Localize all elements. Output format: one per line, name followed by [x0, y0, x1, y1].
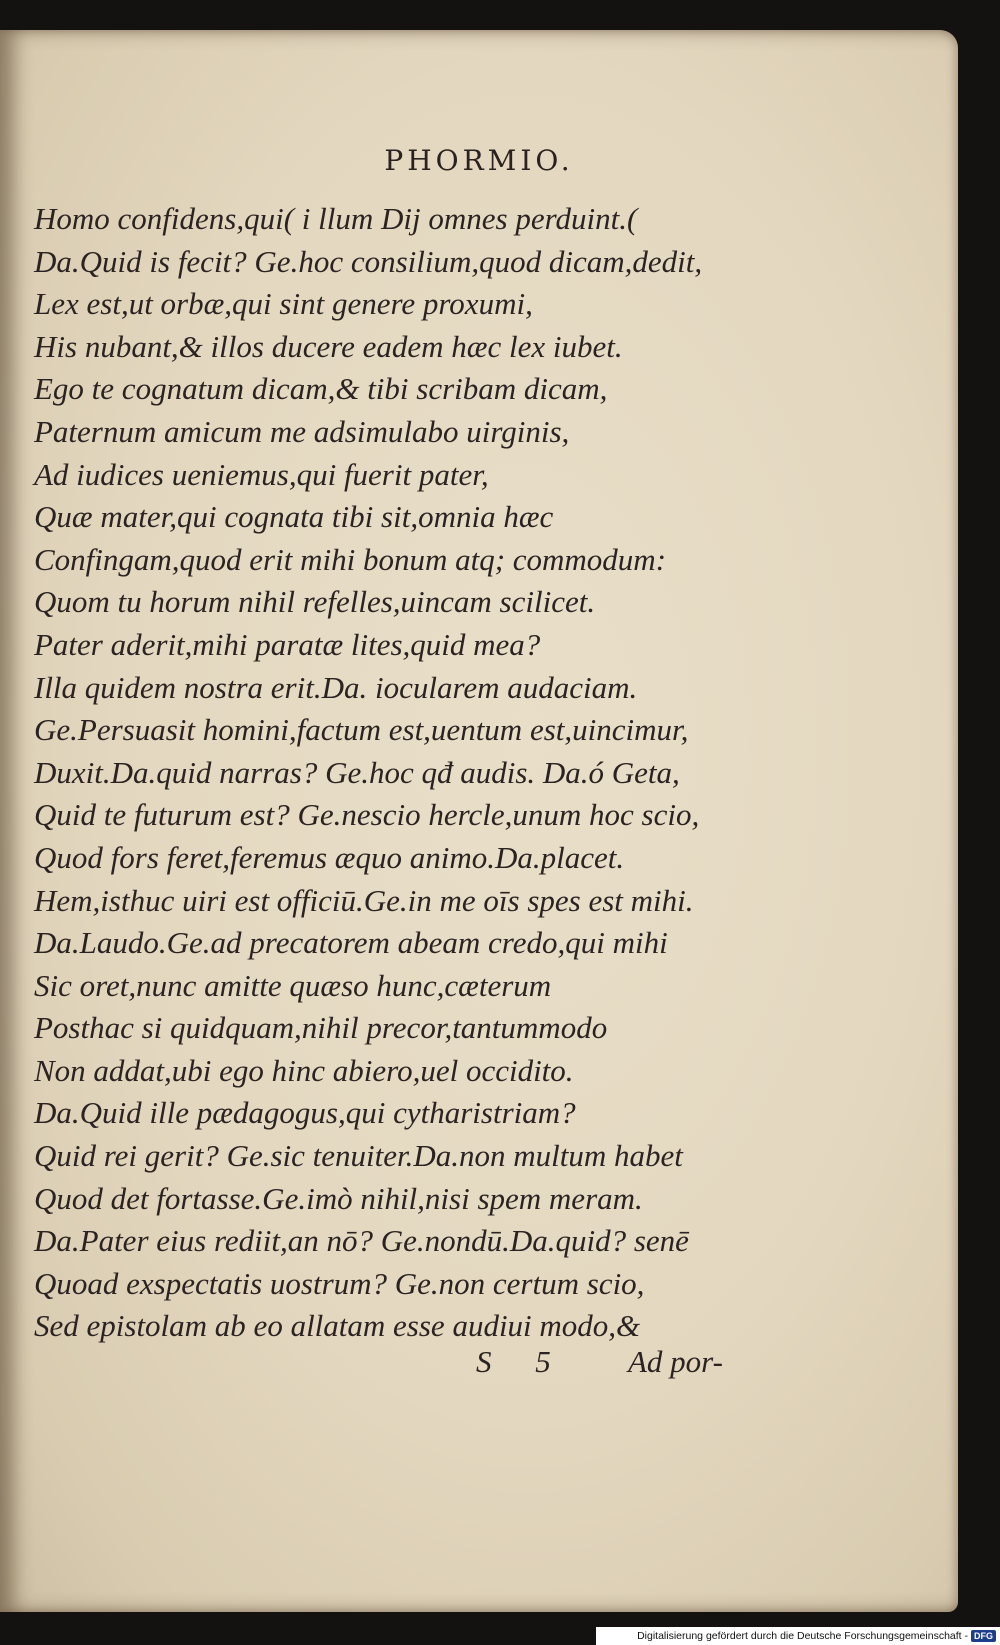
- verse-line: Illa quidem nostra erit.Da. iocularem audaciam.: [34, 669, 638, 705]
- verse-line: Da.Quid ille pædagogus,qui cytharistriam?: [34, 1095, 576, 1131]
- digitization-credit-text: Digitalisierung gefördert durch die Deutsche Forschungsgemeinschaft -: [637, 1630, 968, 1642]
- book-page: [0, 30, 958, 1612]
- verse-text-block: [34, 198, 794, 1348]
- verse-line: Quod det fortasse.Ge.imò nihil,nisi spem meram.: [34, 1180, 643, 1216]
- verse-line: Non addat,ubi ego hinc abiero,uel occidito.: [34, 1052, 574, 1088]
- verse-line: Quom tu horum nihil refelles,uincam scilicet.: [34, 584, 596, 620]
- verse-line: Da.Quid is fecit? Ge.hoc consilium,quod dicam,dedit,: [34, 243, 703, 279]
- verse-line: Ad iudices ueniemus,qui fuerit pater,: [34, 456, 489, 492]
- verse-line: Pater aderit,mihi paratæ lites,quid mea?: [34, 626, 541, 662]
- verse-line: Sic oret,nunc amitte quæso hunc,cæterum: [34, 967, 552, 1003]
- verse-line: Quid rei gerit? Ge.sic tenuiter.Da.non multum habet: [34, 1138, 683, 1174]
- digitization-credit-bar: [596, 1627, 1000, 1645]
- verse-line: Da.Laudo.Ge.ad precatorem abeam credo,qui mihi: [34, 925, 668, 961]
- verse-line: Confingam,quod erit mihi bonum atq; commodum:: [34, 541, 667, 577]
- verse-line: Sed epistolam ab eo allatam esse audiui modo,&: [34, 1308, 641, 1344]
- verse-line: Quod fors feret,feremus æquo animo.Da.placet.: [34, 839, 625, 875]
- verse-line: Quæ mater,qui cognata tibi sit,omnia hæc: [34, 499, 554, 535]
- running-header: PHORMIO.: [384, 144, 574, 177]
- signature-mark: S 5: [476, 1344, 569, 1379]
- verse-line: Quoad exspectatis uostrum? Ge.non certum scio,: [34, 1265, 645, 1301]
- dfg-logo-icon: DFG: [971, 1630, 996, 1642]
- verse-line: Lex est,ut orbæ,qui sint genere proxumi,: [34, 286, 533, 322]
- verse-line: Hem,isthuc uiri est officiū.Ge.in me oīs spes est mihi.: [34, 882, 694, 918]
- verse-line: Da.Pater eius rediit,an nō? Ge.nondū.Da.quid? senē: [34, 1223, 689, 1259]
- verse-line: Homo confidens,qui( i llum Dij omnes perduint.(: [34, 201, 638, 236]
- verse-line: Paternum amicum me adsimulabo uirginis,: [34, 413, 570, 449]
- verse-line: Ego te cognatum dicam,& tibi scribam dicam,: [34, 371, 608, 407]
- catchword: Ad por-: [628, 1344, 723, 1379]
- verse-line: Duxit.Da.quid narras? Ge.hoc qđ audis. Da.ó Geta,: [34, 754, 680, 790]
- verse-line: Ge.Persuasit homini,factum est,uentum est,uincimur,: [34, 712, 689, 748]
- verse-line: Quid te futurum est? Ge.nescio hercle,unum hoc scio,: [34, 797, 700, 833]
- verse-line: His nubant,& illos ducere eadem hæc lex iubet.: [34, 328, 623, 364]
- verse-line: Posthac si quidquam,nihil precor,tantummodo: [34, 1010, 608, 1046]
